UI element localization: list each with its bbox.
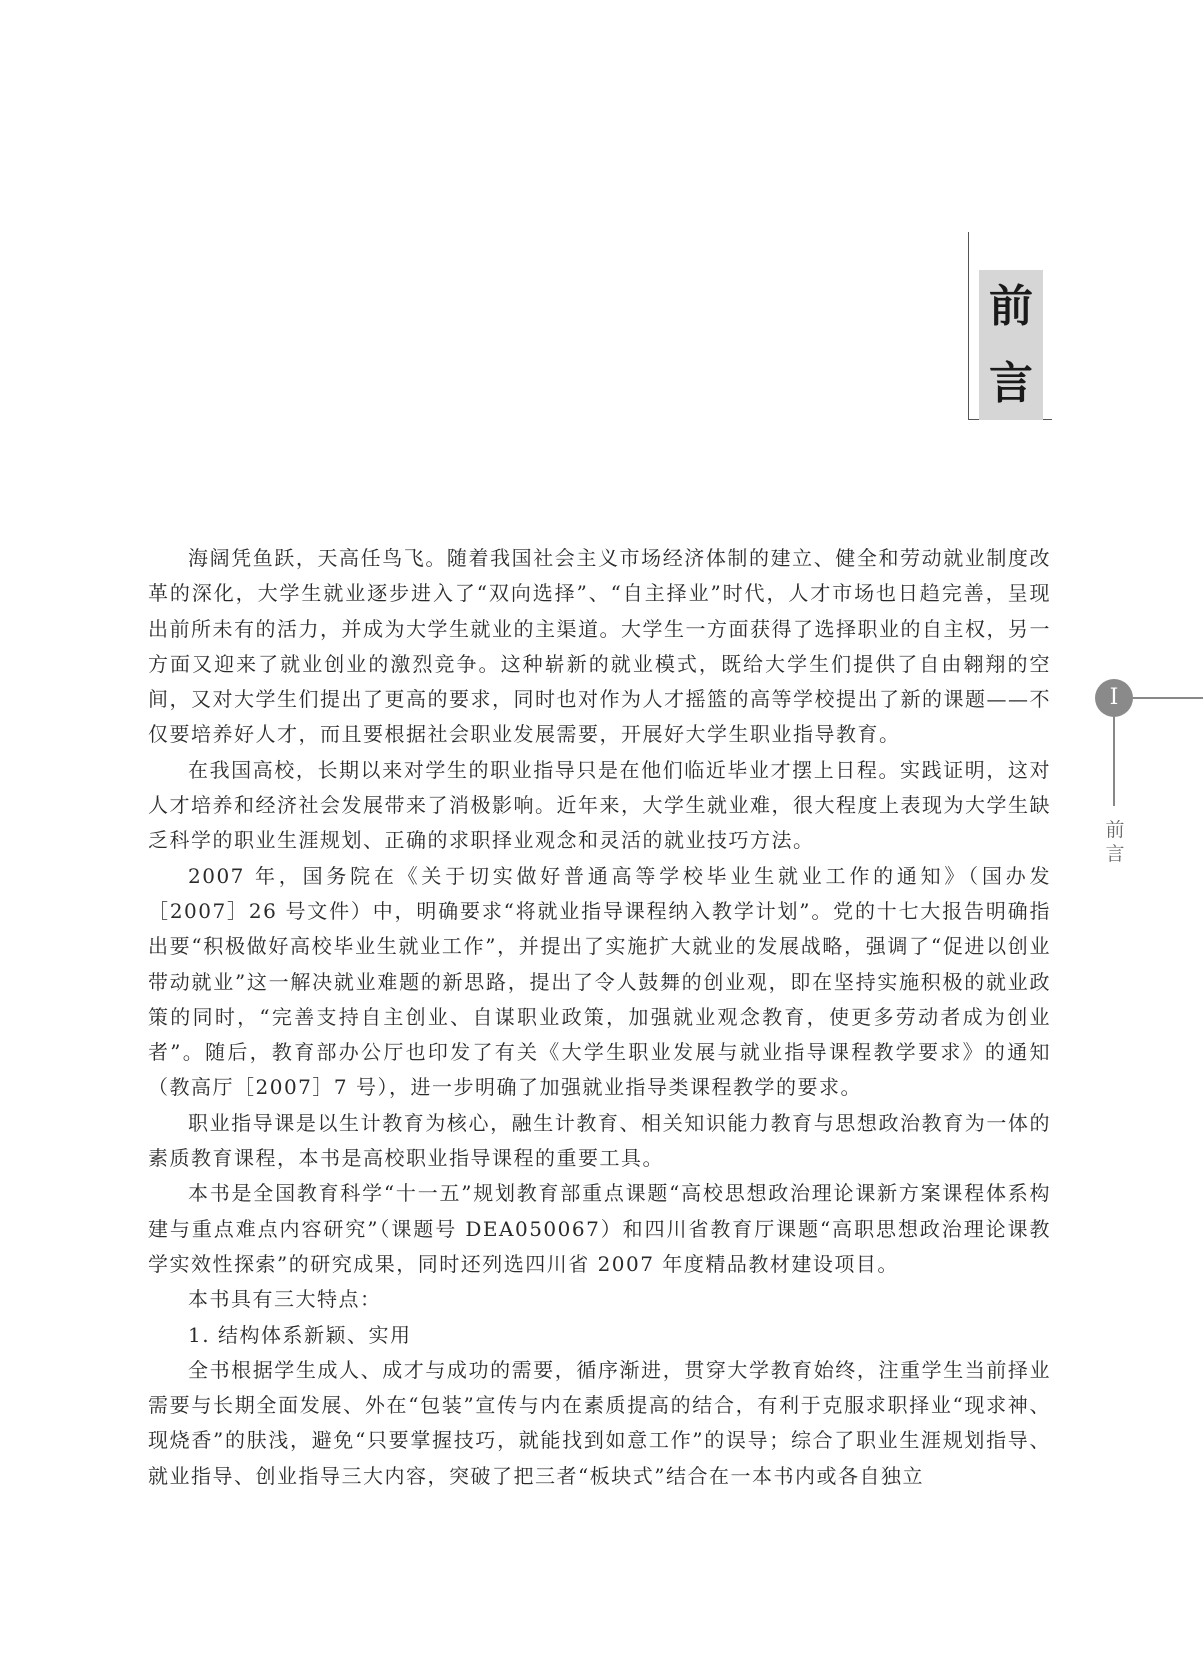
paragraph: 全书根据学生成人、成才与成功的需要，循序渐进，贯穿大学教育始终，注重学生当前择业需要与长期全面发展、外在“包装”宣传与内在素质提高的结合，有利于克服求职择业“现求神、现烧香”的肤浅，避免“只要掌握技巧，就能找到如意工作”的误导；综合了职业生涯规划指导、就业指导、创业指导三大内容，突破了把三者“板块式”结合在一本书内或各自独立 <box>148 1357 1051 1488</box>
page-title-char-1: 前 <box>989 281 1033 332</box>
paragraph: 海阔凭鱼跃，天高任鸟飞。随着我国社会主义市场经济体制的建立、健全和劳动就业制度改革的深化，大学生就业逐步进入了“双向选择”、“自主择业”时代，人才市场也日趋完善，呈现出前所未有的活力，并成为大学生就业的主渠道。大学生一方面获得了选择职业的自主权，另一方面又迎来了就业创业的激烈竞争。这种崭新的就业模式，既给大学生们提供了自由翱翔的空间，又对大学生们提出了更高的要求，同时也对作为人才摇篮的高等学校提出了新的课题——不仅要培养好人才，而且要根据社会职业发展需要，开展好大学生职业指导教育。 <box>148 546 1051 747</box>
paragraph: 在我国高校，长期以来对学生的职业指导只是在他们临近毕业才摆上日程。实践证明，这对人才培养和经济社会发展带来了消极影响。近年来，大学生就业难，很大程度上表现为大学生缺乏科学的职业生涯规划、正确的求职择业观念和灵活的就业技巧方法。 <box>148 757 1051 853</box>
body-text <box>148 541 1051 1494</box>
paragraph: 本书是全国教育科学“十一五”规划教育部重点课题“高校思想政治理论课新方案课程体系构建与重点难点内容研究”（课题号 DEA050067）和四川省教育厅课题“高职思想政治理论课教学实效性探索”的研究成果，同时还列选四川省 2007 年度精品教材建设项目。 <box>148 1181 1051 1276</box>
section-label: 前 言 <box>1105 819 1125 865</box>
list-heading: 1. 结构体系新颖、实用 <box>188 1322 412 1347</box>
paragraph: 本书具有三大特点： <box>188 1287 382 1312</box>
page-title-char-2: 言 <box>989 358 1033 409</box>
side-marker-vertical-line <box>1113 714 1115 806</box>
paragraph: 职业指导课是以生计教育为核心，融生计教育、相关知识能力教育与思想政治教育为一体的素质教育课程，本书是高校职业指导课程的重要工具。 <box>148 1110 1051 1171</box>
paragraph: 2007 年，国务院在《关于切实做好普通高等学校毕业生就业工作的通知》（国办发［2007］26 号文件）中，明确要求“将就业指导课程纳入教学计划”。党的十七大报告明确指出要“积极做好高校毕业生就业工作”，并提出了实施扩大就业的发展战略，强调了“促进以创业带动就业”这一解决就业难题的新思路，提出了令人鼓舞的创业观，即在坚持实施积极的就业政策的同时，“完善支持自主创业、自谋职业政策，加强就业观念教育，使更多劳动者成为创业者”。随后，教育部办公厅也印发了有关《大学生职业发展与就业指导课程教学要求》的通知（教高厅［2007］7 号），进一步明确了加强就业指导类课程教学的要求。 <box>148 863 1051 1100</box>
page-number-badge: I <box>1095 679 1133 717</box>
